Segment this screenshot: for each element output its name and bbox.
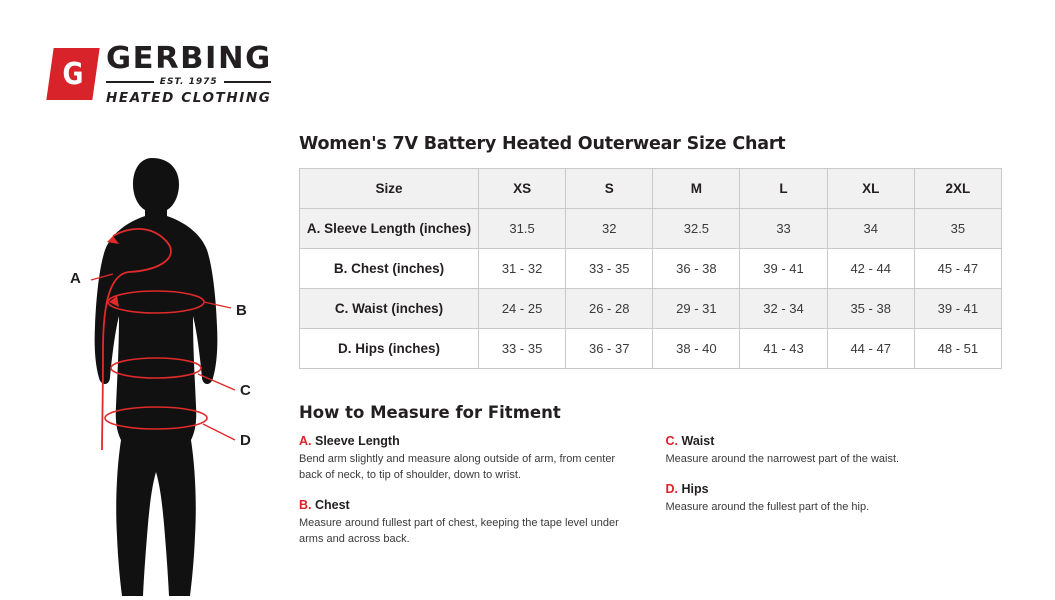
table-cell: 33 <box>740 209 827 249</box>
how-to-measure-title: How to Measure for Fitment <box>299 403 561 422</box>
table-row <box>300 289 1002 329</box>
how-to-item-d <box>666 482 1005 516</box>
table-cell: 31.5 <box>479 209 566 249</box>
table-header-cell: S <box>566 169 653 209</box>
how-to-letter: B. <box>299 497 312 512</box>
silhouette-shape <box>95 158 218 596</box>
how-to-measure-section <box>299 403 1004 562</box>
table-header-cell: 2XL <box>914 169 1001 209</box>
how-to-name: Chest <box>314 497 350 512</box>
table-header-cell: M <box>653 169 740 209</box>
how-to-name: Waist <box>681 434 715 448</box>
table-cell: 32.5 <box>653 209 740 249</box>
table-cell: 44 - 47 <box>827 329 914 369</box>
how-to-column-right <box>666 434 1005 562</box>
table-cell: 35 - 38 <box>827 289 914 329</box>
table-cell: 35 <box>914 209 1001 249</box>
how-to-item-a <box>299 434 638 484</box>
brand-logo <box>50 42 271 106</box>
table-cell: 39 - 41 <box>740 249 827 289</box>
table-cell: 31 - 32 <box>479 249 566 289</box>
table-header-cell: XS <box>479 169 566 209</box>
how-to-name: Hips <box>681 481 709 496</box>
table-cell: 41 - 43 <box>740 329 827 369</box>
table-cell: 24 - 25 <box>479 289 566 329</box>
how-to-name: Sleeve Length <box>314 434 400 448</box>
table-cell: 38 - 40 <box>653 329 740 369</box>
table-cell: 34 <box>827 209 914 249</box>
logo-tagline: HEATED CLOTHING <box>106 90 272 106</box>
female-silhouette-diagram <box>55 150 285 600</box>
page-title: Women's 7V Battery Heated Outerwear Size Chart <box>299 134 786 154</box>
how-to-item-c <box>666 434 1005 468</box>
table-cell: 42 - 44 <box>827 249 914 289</box>
logo-mark-icon <box>46 48 99 100</box>
how-to-body: Measure around fullest part of chest, keeping the tape level under arms and across back. <box>299 516 619 545</box>
logo-rule-left <box>106 81 154 83</box>
how-to-body: Measure around the fullest part of the hip. <box>665 500 870 513</box>
table-header-row <box>300 169 1002 209</box>
table-cell: 33 - 35 <box>566 249 653 289</box>
size-chart-table <box>299 168 1002 369</box>
table-row <box>300 209 1002 249</box>
table-cell: 32 <box>566 209 653 249</box>
figure-label-a: A <box>70 270 81 287</box>
logo-text-block <box>106 42 271 106</box>
logo-established-row <box>106 77 271 87</box>
row-label: A. Sleeve Length (inches) <box>300 209 479 249</box>
logo-rule-right <box>224 81 272 83</box>
table-cell: 33 - 35 <box>479 329 566 369</box>
logo-established-label: EST. 1975 <box>159 77 218 87</box>
row-label: B. Chest (inches) <box>300 249 479 289</box>
table-row <box>300 249 1002 289</box>
table-cell: 36 - 37 <box>566 329 653 369</box>
table-row <box>300 329 1002 369</box>
logo-wordmark: GERBING <box>106 41 272 76</box>
table-cell: 39 - 41 <box>914 289 1001 329</box>
figure-label-c: C <box>240 382 251 399</box>
measurement-figure <box>55 150 285 600</box>
how-to-item-b <box>299 498 638 548</box>
logo-glyph: G <box>62 56 84 92</box>
how-to-column-left <box>299 434 638 562</box>
table-cell: 29 - 31 <box>653 289 740 329</box>
row-label: C. Waist (inches) <box>300 289 479 329</box>
figure-label-d: D <box>240 432 251 449</box>
table-cell: 45 - 47 <box>914 249 1001 289</box>
how-to-body: Measure around the narrowest part of the waist. <box>665 453 900 465</box>
figure-label-b: B <box>236 302 247 319</box>
how-to-letter: C. <box>665 434 678 448</box>
table-header-cell: Size <box>300 169 479 209</box>
table-header-cell: L <box>740 169 827 209</box>
table-cell: 26 - 28 <box>566 289 653 329</box>
how-to-body: Bend arm slightly and measure along outside of arm, from center back of neck, to tip of shoulder, down to wrist. <box>299 453 616 481</box>
how-to-letter: A. <box>299 434 312 448</box>
table-cell: 36 - 38 <box>653 249 740 289</box>
how-to-letter: D. <box>665 481 678 496</box>
row-label: D. Hips (inches) <box>300 329 479 369</box>
table-cell: 32 - 34 <box>740 289 827 329</box>
table-header-cell: XL <box>827 169 914 209</box>
table-cell: 48 - 51 <box>914 329 1001 369</box>
